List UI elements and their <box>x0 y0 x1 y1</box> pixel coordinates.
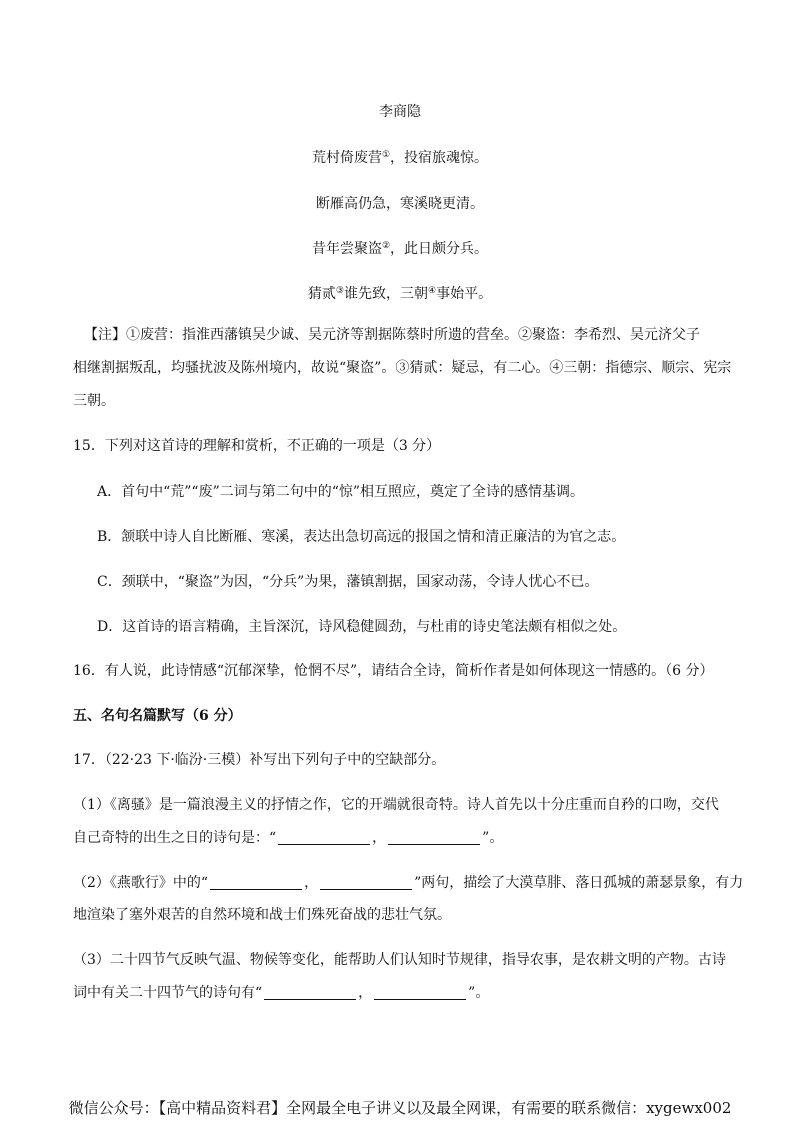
note-line-2: 相继割据叛乱，均骚扰波及陈州境内，故说“聚盗”。③猜贰：疑忌，有二心。④三朝：指德宗、顺宗、宪宗 <box>73 360 732 376</box>
poem-line-1-a: 荒村倚废营 <box>311 150 382 166</box>
q15-option-b: B．颔联中诗人自比断雁、寒溪，表达出急切高远的报国之情和清正廉洁的为官之志。 <box>97 529 626 545</box>
answer-blank[interactable] <box>264 985 356 1000</box>
q15-option-a: A．首句中“荒”“废”二词与第二句中的“惊”相互照应，奠定了全诗的感情基调。 <box>97 484 585 500</box>
q17-part2-line1-mid: ， <box>304 875 319 891</box>
q17-part2-line1-pre: （2）《燕歌行》中的“ <box>73 875 209 891</box>
section-5-heading: 五、名句名篇默写（6 分） <box>73 708 242 724</box>
answer-blank[interactable] <box>388 830 480 845</box>
footer-promo-text: 微信公众号：【高中精品资料君】全网最全电子讲义以及最全网课，有需要的联系微信：xygewx002 <box>68 1099 732 1117</box>
poem-author: 李商隐 <box>379 104 421 120</box>
q17-part3-line2 <box>73 983 489 1003</box>
q15-option-d: D．这首诗的语言精确，主旨深沉，诗风稳健圆劲，与杜甫的诗史笔法颇有相似之处。 <box>97 619 627 635</box>
q17-part1-line2-pre: 自己奇特的出生之日的诗句是：“ <box>73 830 277 846</box>
poem-line-4-c: 事始平。 <box>436 286 493 302</box>
q17-part2-line1 <box>73 873 743 893</box>
poem-line-3-b: ，此日颇分兵。 <box>390 241 489 257</box>
poem-line-3 <box>0 239 800 259</box>
q17-part3-line2-pre: 词中有关二十四节气的诗句有“ <box>73 985 263 1001</box>
q17-part2-line1-post: ”两句，描绘了大漠草腓、落日孤城的萧瑟景象，有力 <box>414 875 744 891</box>
q16-stem: 16．有人说，此诗情感“沉郁深挚，怆惘不尽”，请结合全诗，简析作者是如何体现这一情感的。（6 分） <box>73 663 714 679</box>
q17-part3-line1: （3）二十四节气反映气温、物候等变化，能帮助人们认知时节规律，指导农事，是农耕文明的产物。古诗 <box>73 952 726 968</box>
answer-blank[interactable] <box>374 985 466 1000</box>
q17-part3-line2-post: ”。 <box>468 985 490 1001</box>
q17-part1-line2-mid: ， <box>372 830 387 846</box>
poem-line-2: 断雁高仍急，寒溪晓更清。 <box>316 196 484 212</box>
poem-line-3-a: 昔年尝聚盗 <box>311 241 382 257</box>
note-mark-1: ① <box>381 150 391 160</box>
poem-line-1-b: ，投宿旅魂惊。 <box>390 150 489 166</box>
poem-line-1 <box>0 148 800 168</box>
q17-part2-line2: 地渲染了塞外艰苦的自然环境和战士们殊死奋战的悲壮气氛。 <box>73 907 451 923</box>
q17-part1-line2-post: ”。 <box>482 830 504 846</box>
q17-part1-line2 <box>73 828 503 848</box>
poem-line-4-a: 猜贰 <box>307 286 336 302</box>
note-mark-2: ② <box>381 241 391 251</box>
poem-line-4-b: 谁先致，三朝 <box>344 286 428 302</box>
q15-stem: 15．下列对这首诗的理解和赏析，不正确的一项是（3 分） <box>73 438 441 454</box>
note-mark-3: ③ <box>335 286 344 296</box>
q17-stem: 17．（22·23 下·临汾·三模）补写出下列句子中的空缺部分。 <box>73 752 446 768</box>
note-line-1: 【注】①废营：指淮西藩镇吴少诚、吴元济等割据陈蔡时所遗的营垒。②聚盗：李希烈、吴元济父子 <box>84 327 700 343</box>
q17-part1-line1: （1）《离骚》是一篇浪漫主义的抒情之作，它的开端就很奇特。诗人首先以十分庄重而自矜的口吻，交代 <box>73 797 719 813</box>
poem-line-4 <box>0 284 800 304</box>
answer-blank[interactable] <box>320 875 412 890</box>
answer-blank[interactable] <box>278 830 370 845</box>
q17-part3-line2-mid: ， <box>358 985 373 1001</box>
note-mark-4: ④ <box>428 286 437 296</box>
answer-blank[interactable] <box>210 875 302 890</box>
note-line-3: 三朝。 <box>73 393 115 409</box>
q15-option-c: C．颈联中，“聚盗”为因，“分兵”为果，藩镇割据，国家动荡，令诗人忧心不已。 <box>97 574 599 590</box>
